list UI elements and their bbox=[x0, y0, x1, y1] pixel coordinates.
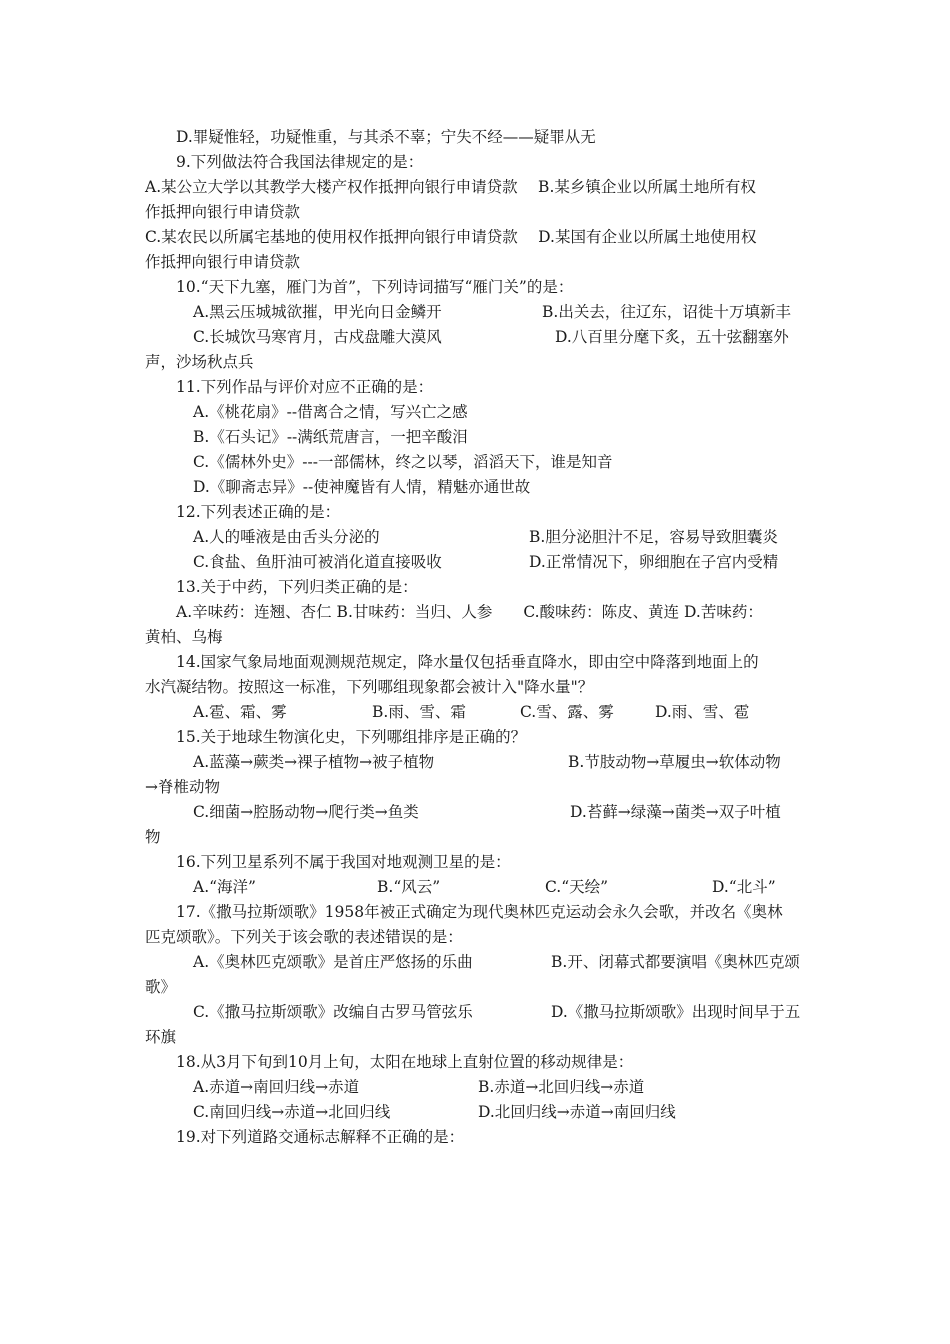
q14-option-a: A.雹、霜、雾 bbox=[193, 703, 287, 721]
q18-option-c: C.南回归线→赤道→北回归线 bbox=[193, 1103, 391, 1121]
q18-option-b: B.赤道→北回归线→赤道 bbox=[478, 1078, 645, 1096]
q9-stem: 9.下列做法符合我国法律规定的是： bbox=[176, 153, 424, 171]
q9-options-line-2: 作抵押向银行申请贷款 bbox=[145, 203, 301, 221]
q10-option-d: D.八百里分麾下炙，五十弦翻塞外 bbox=[555, 328, 789, 346]
q10-option-d-wrap: 声，沙场秋点兵 bbox=[145, 353, 254, 371]
q16-option-c: C.“天绘” bbox=[545, 878, 609, 896]
q17-stem: 17.《撒马拉斯颂歌》1958年被正式确定为现代奥林匹克运动会永久会歌，并改名《奥林 bbox=[176, 903, 783, 921]
q15-option-d-wrap: 物 bbox=[145, 828, 161, 846]
q15-option-d: D.苔藓→绿藻→菌类→双子叶植 bbox=[570, 803, 781, 821]
q12-option-c: C.食盐、鱼肝油可被消化道直接吸收 bbox=[193, 553, 442, 571]
q14-stem-continued: 水汽凝结物。按照这一标准，下列哪组现象都会被计入"降水量"？ bbox=[145, 678, 594, 696]
q17-option-d-wrap: 环旗 bbox=[145, 1028, 177, 1046]
q14-option-b: B.雨、雪、霜 bbox=[372, 703, 466, 721]
q19-stem: 19.对下列道路交通标志解释不正确的是： bbox=[176, 1128, 465, 1146]
q14-stem: 14.国家气象局地面观测规范规定，降水量仅包括垂直降水，即由空中降落到地面上的 bbox=[176, 653, 759, 671]
q16-stem: 16.下列卫星系列不属于我国对地观测卫星的是： bbox=[176, 853, 511, 871]
q11-option-c: C.《儒林外史》---一部儒林，终之以琴，滔滔天下，谁是知音 bbox=[193, 453, 613, 471]
q18-option-a: A.赤道→南回归线→赤道 bbox=[193, 1078, 360, 1096]
q10-stem: 10.“天下九塞，雁门为首”，下列诗词描写“雁门关”的是： bbox=[176, 278, 574, 296]
q13-options-wrap: 黄柏、乌梅 bbox=[145, 628, 223, 646]
q11-option-b: B.《石头记》--满纸荒唐言，一把辛酸泪 bbox=[193, 428, 468, 446]
q12-option-a: A.人的唾液是由舌头分泌的 bbox=[193, 528, 380, 546]
q13-stem: 13.关于中药，下列归类正确的是： bbox=[176, 578, 418, 596]
q12-option-d: D.正常情况下，卵细胞在子宫内受精 bbox=[529, 553, 779, 571]
q8-option-d: D.罪疑惟轻，功疑惟重，与其杀不辜；宁失不经——疑罪从无 bbox=[176, 128, 596, 146]
q15-option-a: A.蓝藻→蕨类→裸子植物→被子植物 bbox=[193, 753, 435, 771]
q17-option-d: D.《撒马拉斯颂歌》出现时间早于五 bbox=[551, 1003, 801, 1021]
q10-option-c: C.长城饮马寒宵月，古戍盘雕大漠风 bbox=[193, 328, 442, 346]
q9-options-line-3: C.某农民以所属宅基地的使用权作抵押向银行申请贷款 D.某国有企业以所属土地使用权 bbox=[145, 228, 757, 246]
q12-stem: 12.下列表述正确的是： bbox=[176, 503, 341, 521]
q15-stem: 15.关于地球生物演化史，下列哪组排序是正确的？ bbox=[176, 728, 527, 746]
q15-option-c: C.细菌→腔肠动物→爬行类→鱼类 bbox=[193, 803, 419, 821]
q13-options-line: A.辛味药：连翘、杏仁 B.甘味药：当归、人参 C.酸味药：陈皮、黄连 D.苦味药： bbox=[176, 603, 763, 621]
q15-option-b-wrap: →脊椎动物 bbox=[145, 778, 220, 796]
q10-option-b: B.出关去，往辽东，诏徙十万填新丰 bbox=[542, 303, 791, 321]
q16-option-d: D.“北斗” bbox=[712, 878, 776, 896]
q17-option-a: A.《奥林匹克颂歌》是首庄严悠扬的乐曲 bbox=[193, 953, 473, 971]
q9-options-line-1: A.某公立大学以其教学大楼产权作抵押向银行申请贷款 B.某乡镇企业以所属土地所有权 bbox=[145, 178, 756, 196]
q17-option-b-wrap: 歌》 bbox=[145, 978, 177, 996]
q11-option-d: D.《聊斋志异》--使神魔皆有人情，精魅亦通世故 bbox=[193, 478, 531, 496]
q9-options-line-4: 作抵押向银行申请贷款 bbox=[145, 253, 301, 271]
q10-option-a: A.黑云压城城欲摧，甲光向日金鳞开 bbox=[193, 303, 442, 321]
q17-option-b: B.开、闭幕式都要演唱《奥林匹克颂 bbox=[551, 953, 800, 971]
q18-option-d: D.北回归线→赤道→南回归线 bbox=[478, 1103, 676, 1121]
q14-option-c: C.雪、露、雾 bbox=[520, 703, 614, 721]
q16-option-b: B.“风云” bbox=[377, 878, 441, 896]
q12-option-b: B.胆分泌胆汁不足，容易导致胆囊炎 bbox=[529, 528, 778, 546]
q15-option-b: B.节肢动物→草履虫→软体动物 bbox=[568, 753, 781, 771]
q17-stem-continued: 匹克颂歌》。下列关于该会歌的表述错误的是： bbox=[145, 928, 463, 946]
q16-option-a: A.“海洋” bbox=[193, 878, 256, 896]
q18-stem: 18.从3月下旬到10月上旬，太阳在地球上直射位置的移动规律是： bbox=[176, 1053, 634, 1071]
q14-option-d: D.雨、雪、雹 bbox=[655, 703, 750, 721]
q11-option-a: A.《桃花扇》--借离合之情，写兴亡之感 bbox=[193, 403, 468, 421]
q11-stem: 11.下列作品与评价对应不正确的是： bbox=[176, 378, 434, 396]
q17-option-c: C.《撒马拉斯颂歌》改编自古罗马管弦乐 bbox=[193, 1003, 473, 1021]
